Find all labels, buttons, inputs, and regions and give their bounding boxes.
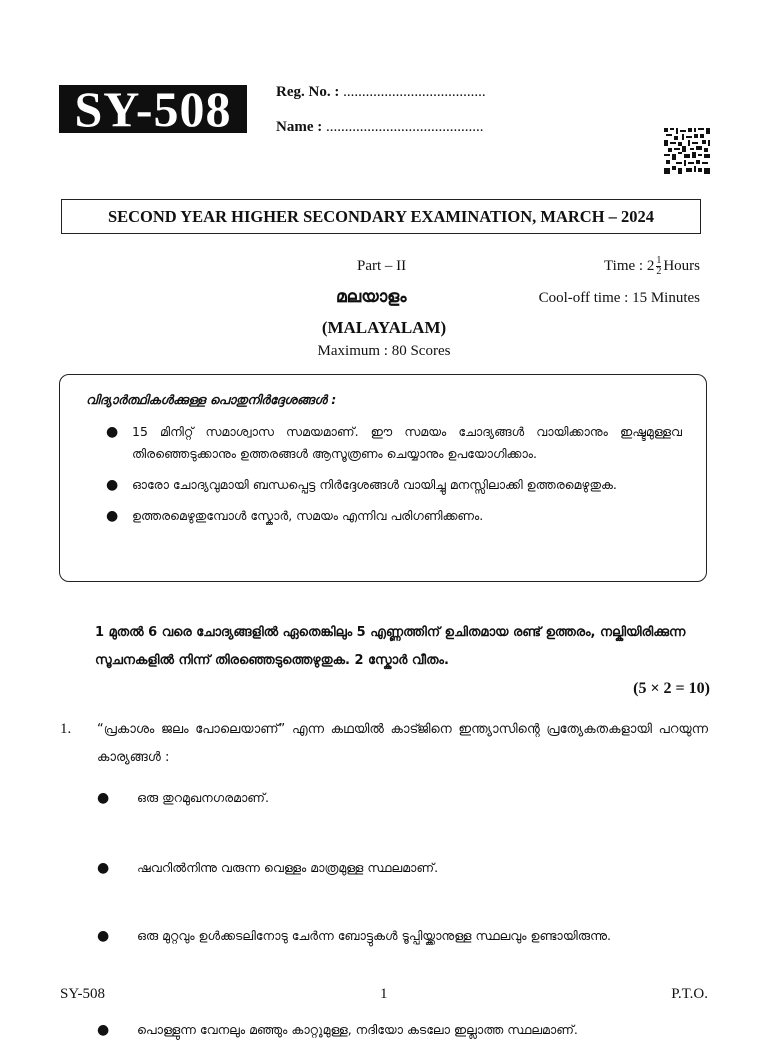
footer-page-number: 1 <box>380 986 388 1002</box>
time-frac-den: 2 <box>656 266 662 277</box>
cooloff-time: Cool-off time : 15 Minutes <box>538 290 700 306</box>
reg-no-field <box>276 84 486 101</box>
maximum-score: Maximum : 80 Scores <box>317 343 451 359</box>
bullet-icon: ● <box>97 928 110 944</box>
option-item <box>97 1017 708 1043</box>
bullet-icon: ● <box>97 1022 110 1038</box>
instructions-box <box>59 374 707 582</box>
bullet-icon: ● <box>97 860 110 876</box>
reg-no-dots: ...................................... <box>343 84 486 100</box>
time-prefix: Time : 2 <box>604 257 655 274</box>
option-item <box>97 923 708 949</box>
option-text: പൊള്ളുന്ന വേനലും മഞ്ഞും കാറ്റുമുള്ള, നദിയോ കടലോ ഇല്ലാത്ത സ്ഥലമാണ്. <box>137 1022 578 1037</box>
option-item <box>97 785 708 811</box>
instruction-item <box>104 474 682 496</box>
paper-code-badge: SY-508 <box>59 85 247 133</box>
option-text: ഷവറിൽനിന്നു വരുന്ന വെള്ളം മാത്രമുള്ള സ്ഥലമാണ്. <box>137 860 439 875</box>
instruction-item <box>104 421 682 465</box>
exam-title: SECOND YEAR HIGHER SECONDARY EXAMINATION, MARCH – 2024 <box>61 199 701 234</box>
name-field <box>276 119 483 136</box>
instructions-list <box>104 421 682 536</box>
name-dots: .......................................... <box>325 119 484 135</box>
instruction-item <box>104 505 682 527</box>
reg-no-label: Reg. No. : <box>276 84 340 100</box>
time-frac-num: 1 <box>656 255 662 266</box>
bullet-icon: ● <box>97 790 110 806</box>
qr-code-icon <box>664 128 710 174</box>
instructions-title: വിദ്യാർത്ഥികൾക്കുള്ള പൊതുനിർദ്ദേശങ്ങൾ : <box>86 392 337 407</box>
name-label: Name : <box>276 119 323 135</box>
subject-malayalam: മലയാളം <box>336 287 407 307</box>
footer-pto: P.T.O. <box>671 986 708 1002</box>
option-text: ഒരു തുറമുഖനഗരമാണ്. <box>137 790 269 805</box>
section-instruction: 1 മുതൽ 6 വരെ ചോദ്യങ്ങളിൽ ഏതെങ്കിലും 5 എണ്ണത്തിന് ഉചിതമായ രണ്ട് ഉത്തരം, നല്കിയിരിക്കുന്ന സൂചനകളിൽ നിന്ന് തിരഞ്ഞെടുത്തെഴുതുക. 2 സ്കോർ വീതം. <box>95 625 686 668</box>
part-label: Part – II <box>357 258 407 274</box>
instruction-text: 15 മിനിറ്റ് സമാശ്വാസ സമയമാണ്. ഈ സമയം ചോദ്യങ്ങൾ വായിക്കാനും ഇഷ്ടമുള്ളവ തിരഞ്ഞെടുക്കാനും ഉത്തരങ്ങൾ ആസൂത്രണം ചെയ്യാനും ഉപയോഗിക്കാം. <box>132 424 682 461</box>
footer-paper-code: SY-508 <box>60 986 106 1002</box>
bullet-icon: ● <box>106 508 119 524</box>
bullet-icon: ● <box>106 424 119 440</box>
question-number: 1. <box>60 721 72 737</box>
question-text: “പ്രകാശം ജലം പോലെയാണ്” എന്ന കഥയിൽ കാട്ജിനെ ഇന്ത്യാസിന്റെ പ്രത്യേകതകളായി പറയുന്ന കാര്യങ്ങൾ : <box>97 722 708 765</box>
instruction-text: ഓരോ ചോദ്യവുമായി ബന്ധപ്പെട്ട നിർദ്ദേശങ്ങൾ വായിച്ചു മനസ്സിലാക്കി ഉത്തരമെഴുതുക. <box>132 477 617 492</box>
instruction-text: ഉത്തരമെഴുതുമ്പോൾ സ്കോർ, സമയം എന്നിവ പരിഗണിക്കണം. <box>132 508 484 523</box>
section-score: (5 × 2 = 10) <box>633 680 710 697</box>
time-allowed <box>604 256 700 277</box>
option-text: ഒരു മുറ്റവും ഉൾക്കടലിനോടു ചേർന്ന ബോട്ടുകൾ ടൂപ്പിയ്ക്കാനുള്ള സ്ഥലവും ഉണ്ടായിരുന്നു. <box>137 928 611 943</box>
option-item <box>97 855 708 881</box>
subject-english: (MALAYALAM) <box>321 318 447 337</box>
bullet-icon: ● <box>106 477 119 493</box>
time-fraction <box>656 256 661 277</box>
time-suffix: Hours <box>663 257 700 274</box>
